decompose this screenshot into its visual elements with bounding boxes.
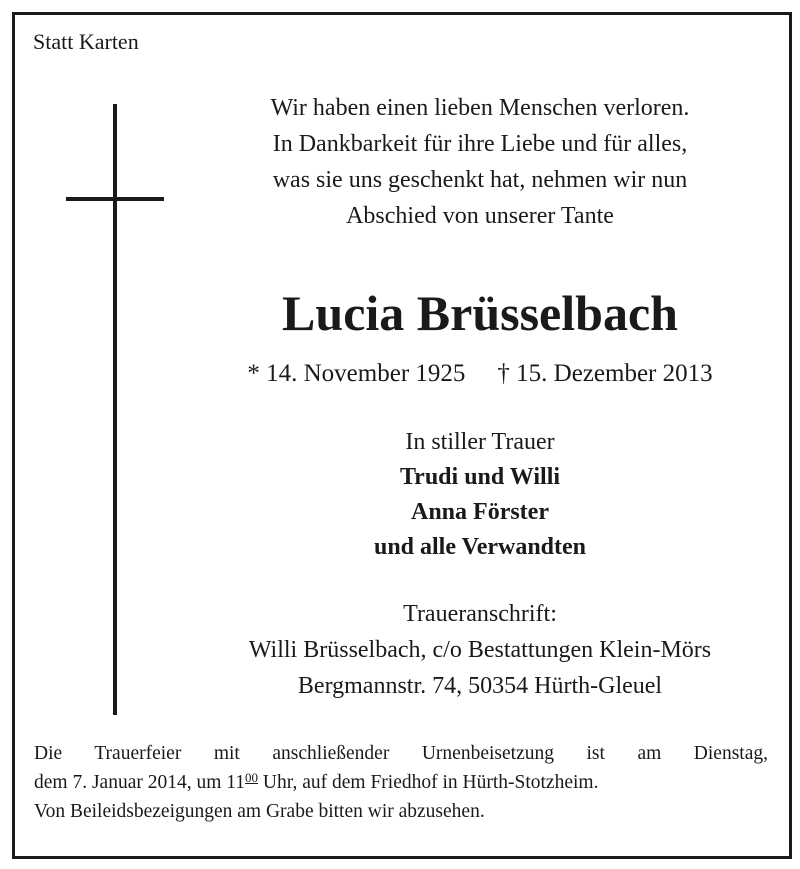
- mourner-name: Anna Förster: [411, 499, 549, 525]
- intro-line: Abschied von unserer Tante: [346, 203, 614, 229]
- life-dates: [180, 357, 780, 391]
- mourner-name: und alle Verwandten: [373, 534, 587, 560]
- service-time-superscript: 00: [245, 770, 259, 785]
- service-location-text: Uhr, auf dem Friedhof in Hürth-Stotzheim.: [258, 772, 599, 793]
- mourners-intro: In stiller Trauer: [405, 429, 555, 455]
- service-line: [34, 768, 768, 797]
- mourners-block: [180, 425, 780, 565]
- address-line: Willi Brüsselbach, c/o Bestattungen Klein-Mörs: [248, 637, 712, 663]
- intro-text: [180, 90, 780, 234]
- intro-line: was sie uns geschenkt hat, nehmen wir nun: [272, 167, 688, 193]
- birth-date: * 14. November 1925: [247, 360, 466, 387]
- deceased-name: Lucia Brüsselbach: [282, 285, 678, 341]
- service-line: Die Trauerfeier mit anschließender Urnenbeisetzung ist am Dienstag,: [34, 743, 768, 764]
- service-line: Von Beileidsbezeigungen am Grabe bitten wir abzusehen.: [34, 801, 485, 822]
- intro-line: Wir haben einen lieben Menschen verloren.: [270, 95, 690, 121]
- death-date: † 15. Dezember 2013: [497, 360, 713, 387]
- header-note: Statt Karten: [33, 29, 139, 54]
- service-details: [34, 739, 768, 826]
- address-line: Bergmannstr. 74, 50354 Hürth-Gleuel: [297, 673, 663, 699]
- mourner-name: Trudi und Willi: [399, 464, 561, 490]
- intro-line: In Dankbarkeit für ihre Liebe und für alles,: [272, 131, 688, 157]
- mourning-address: [180, 596, 780, 704]
- cross-horizontal-bar: [66, 197, 164, 201]
- service-date-text: dem 7. Januar 2014, um 11: [34, 772, 246, 793]
- cross-vertical-bar: [113, 104, 117, 715]
- address-label: Traueranschrift:: [403, 601, 557, 627]
